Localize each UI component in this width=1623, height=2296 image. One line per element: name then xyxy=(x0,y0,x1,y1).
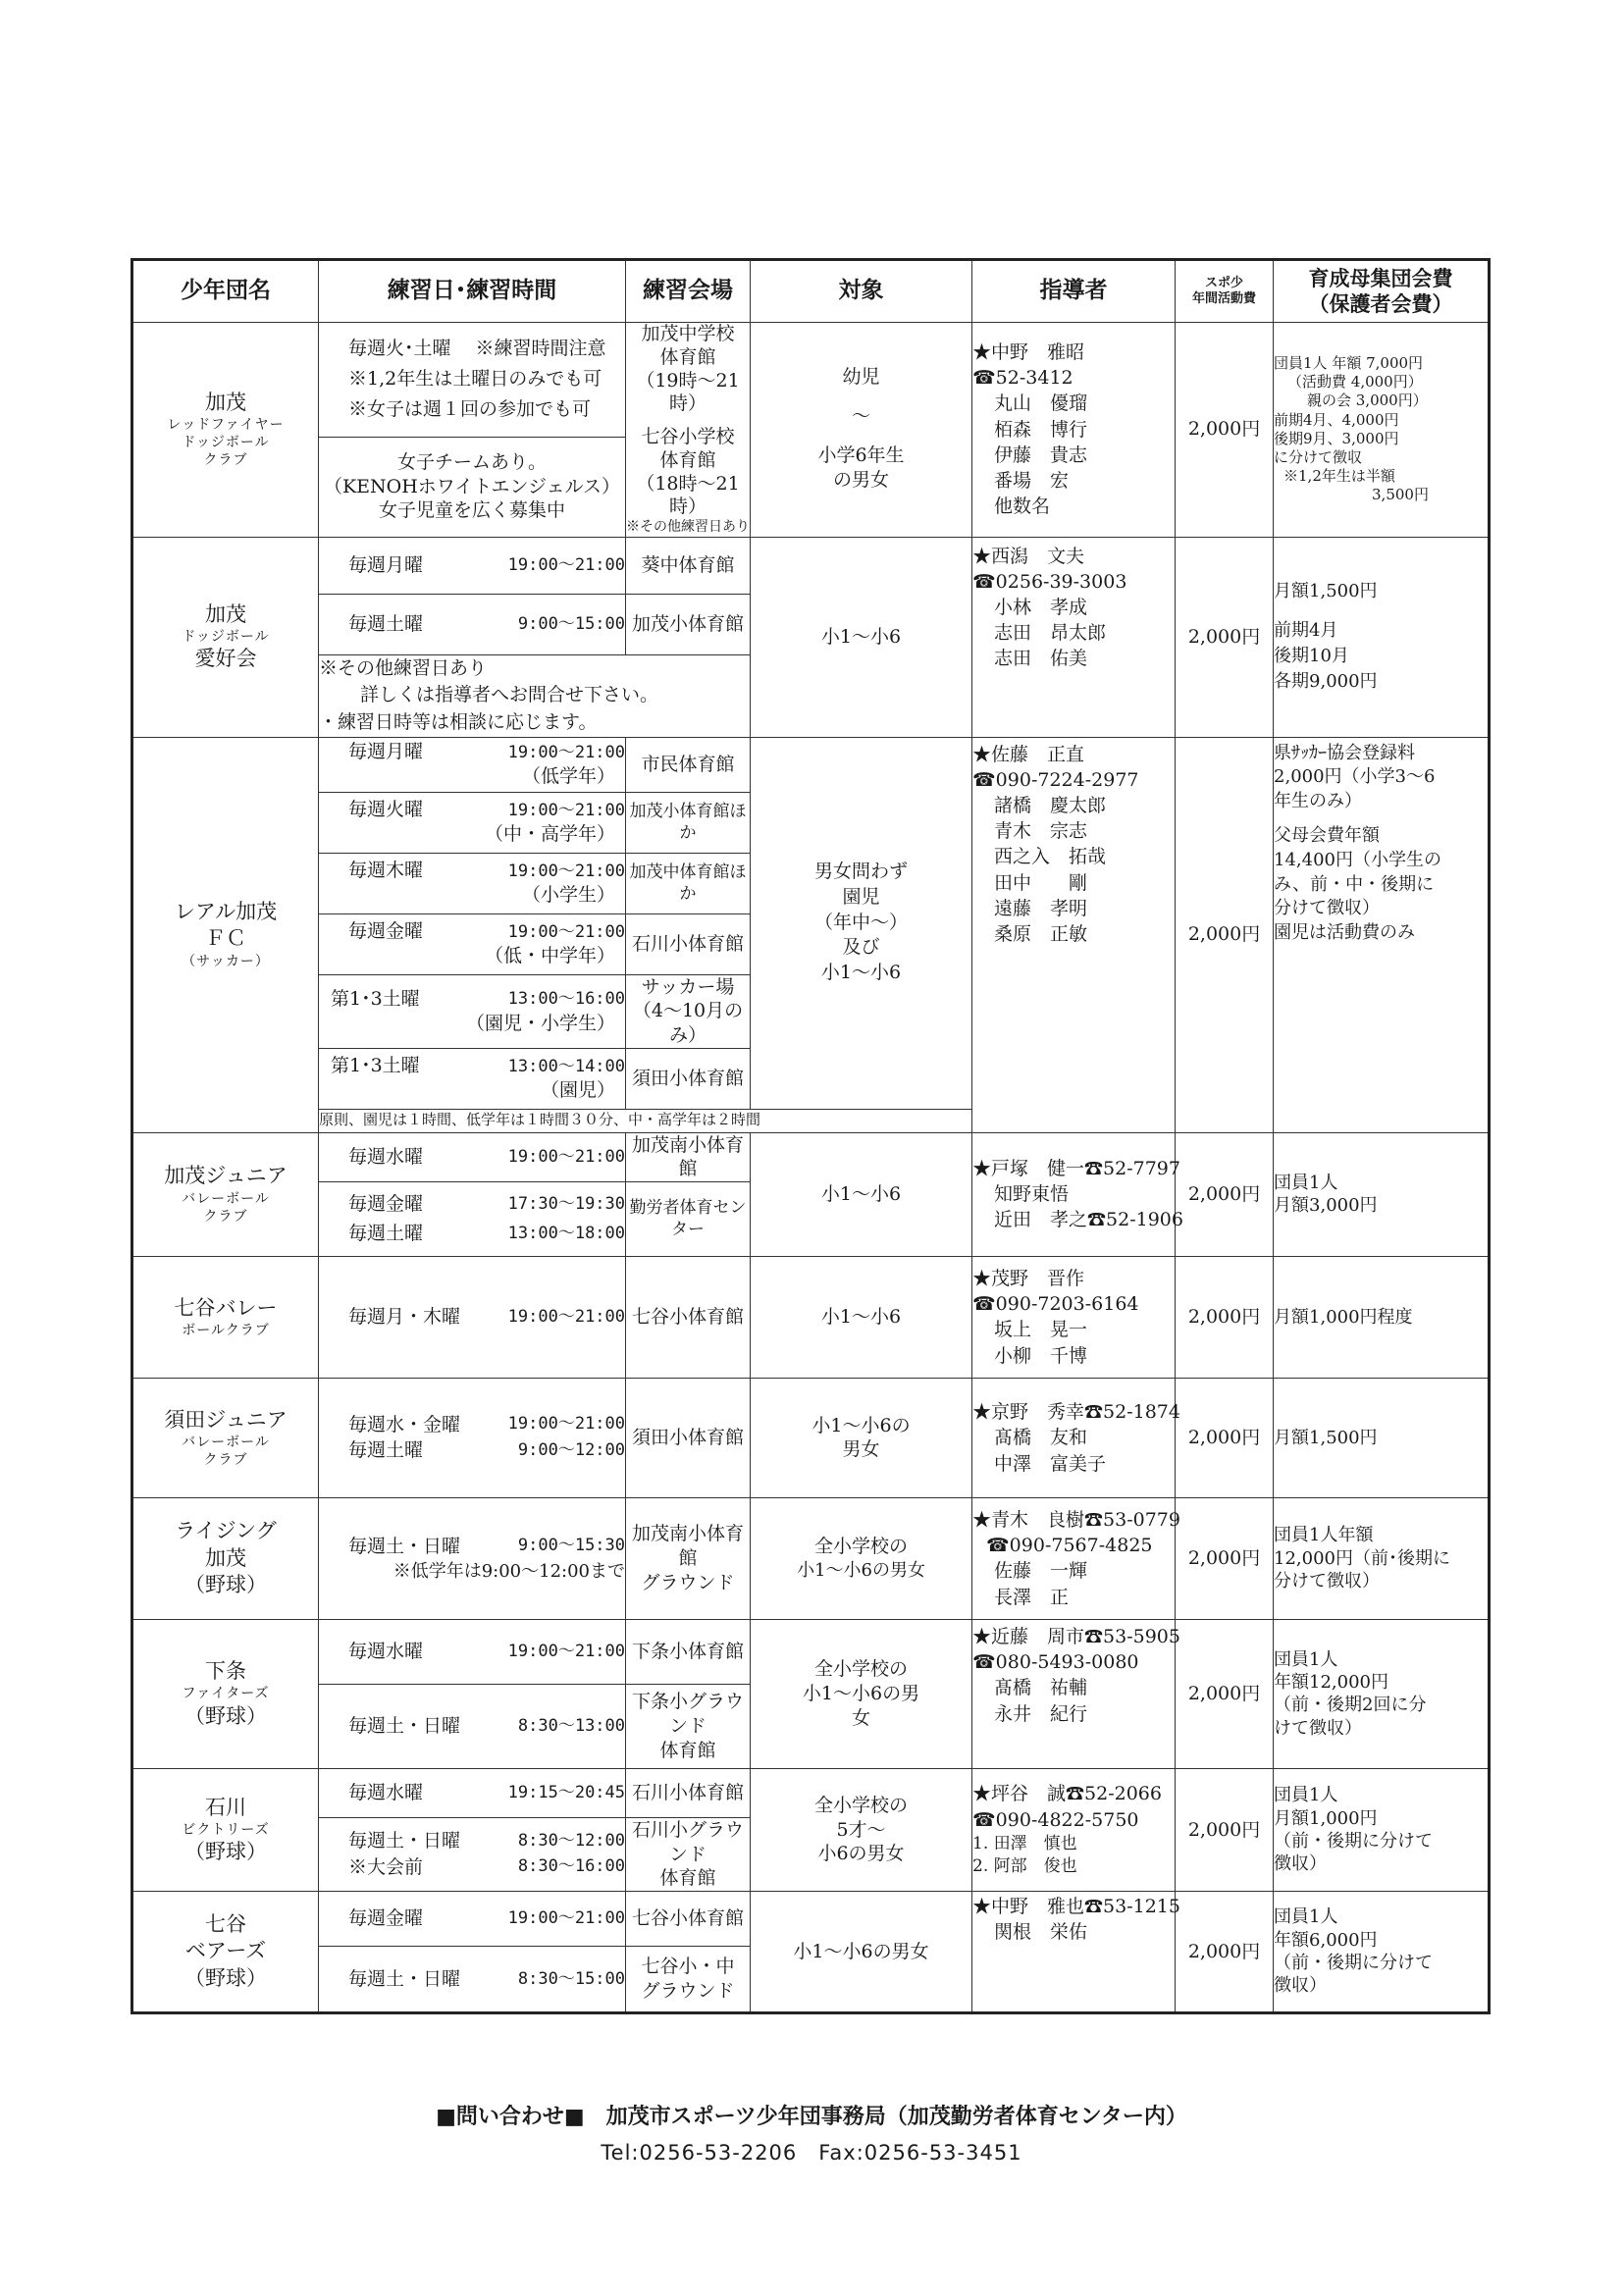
parent-fee: 県ｻｯｶｰ協会登録料 2,000円（小学3～6 年生のみ） 父母会費年額 14,400円（小学生の み、前・中・後期に 分けて徴収） 園児は活動費のみ xyxy=(1274,737,1490,1132)
schedule-row: 毎週金曜 17:30～19:30 毎週土曜 13:00～18:00 xyxy=(319,1181,626,1256)
coach: ★京野 秀幸☎52-1874 髙橋 友和 中澤 富美子 xyxy=(972,1378,1176,1497)
venue: 石川小体育館 xyxy=(626,913,751,974)
coach: ★青木 良樹☎53-0779 ☎090-7567-4825 佐藤 一輝 長澤 正 xyxy=(972,1497,1176,1619)
coach: ★中野 雅也☎53-1215 関根 栄佑 xyxy=(972,1892,1176,2013)
schedule-row: 第1･3土曜 13:00～14:00 （園児） xyxy=(319,1048,626,1109)
team-row-red-fire xyxy=(132,323,1490,438)
team-row-dodge-aikokai xyxy=(132,537,1490,594)
schedule-row: 毎週土・日曜 9:00～15:30 ※低学年は9:00～12:00まで xyxy=(319,1497,626,1619)
sports-fee: 2,000円 xyxy=(1176,1497,1274,1619)
parent-fee: 団員1人 年額6,000円 （前・後期に分けて 徴収） xyxy=(1274,1892,1490,2013)
parent-fee: 団員1人 年額12,000円 （前・後期2回に分 けて徴収） xyxy=(1274,1619,1490,1768)
schedule-row: 毎週水・金曜 19:00～21:00 毎週土曜 9:00～12:00 xyxy=(319,1378,626,1497)
sports-fee: 2,000円 xyxy=(1176,1768,1274,1891)
team-row-kamo-junior-volley xyxy=(132,1132,1490,1181)
parent-fee: 団員1人 月額3,000円 xyxy=(1274,1132,1490,1256)
parent-fee: 団員1人 年額 7,000円 （活動費 4,000円） 親の会 3,000円） 前期4月、4,000円 後期9月、3,000円 に分けて徴収 ※1,2年生は半額 3,500円 xyxy=(1274,323,1490,538)
header-coach: 指導者 xyxy=(972,260,1176,323)
team-name: ライジング 加茂 （野球） xyxy=(132,1497,319,1619)
coach: ★近藤 周市☎53-5905 ☎080-5493-0080 髙橋 祐輔 永井 紀行 xyxy=(972,1619,1176,1768)
sports-fee: 2,000円 xyxy=(1176,1378,1274,1497)
team-name: 七谷 ベアーズ （野球） xyxy=(132,1892,319,2013)
venue: 下条小グラウンド 体育館 xyxy=(626,1684,751,1768)
sports-fee: 2,000円 xyxy=(1176,537,1274,737)
venue: 石川小グラウンド 体育館 xyxy=(626,1817,751,1891)
coach: ★佐藤 正直 ☎090-7224-2977 諸橋 慶太郎 青木 宗志 西之入 拓哉 田中 剛 遠藤 孝明 桑原 正敏 xyxy=(972,737,1176,1132)
venue: 下条小体育館 xyxy=(626,1619,751,1684)
header-schedule: 練習日･練習時間 xyxy=(319,260,626,323)
venue: 七谷小・中 グラウンド xyxy=(626,1947,751,2013)
venue: 加茂中体育館ほか xyxy=(626,853,751,913)
target: 小1～小6の男女 xyxy=(751,1892,972,2013)
target: 全小学校の 小1～小6の男女 xyxy=(751,1497,972,1619)
schedule-row: 毎週水曜 19:15～20:45 xyxy=(319,1768,626,1817)
venue: 加茂小体育館ほか xyxy=(626,792,751,853)
sports-fee: 2,000円 xyxy=(1176,323,1274,538)
sports-fee: 2,000円 xyxy=(1176,1619,1274,1768)
header-name: 少年団名 xyxy=(132,260,319,323)
schedule-row: 毎週金曜 19:00～21:00 xyxy=(319,1892,626,1947)
header-target: 対象 xyxy=(751,260,972,323)
header-venue: 練習会場 xyxy=(626,260,751,323)
target: 小1～小6 xyxy=(751,1132,972,1256)
venue: 七谷小体育館 xyxy=(626,1256,751,1378)
schedule-row: 毎週土・日曜 8:30～15:00 xyxy=(319,1947,626,2013)
team-name: レアル加茂 ＦＣ （サッカー） xyxy=(132,737,319,1132)
sports-fee: 2,000円 xyxy=(1176,737,1274,1132)
venue: 加茂中学校 体育館 （19時～21時） 七谷小学校 体育館 （18時～21時） ※その他練習日あり xyxy=(626,323,751,535)
schedule-row: 毎週月曜 19:00～21:00 （低学年） xyxy=(319,737,626,792)
coach: ★西潟 文夫 ☎0256-39-3003 小林 孝成 志田 昂太郎 志田 佑美 xyxy=(972,537,1176,737)
venue: サッカー場 （4～10月のみ） xyxy=(626,974,751,1048)
team-row-rising-kamo xyxy=(132,1497,1490,1619)
team-table xyxy=(131,258,1491,2014)
venue: 加茂南小体育館 グラウンド xyxy=(626,1497,751,1619)
header-sports-fee: スポ少 年間活動費 xyxy=(1176,260,1274,323)
target: 小1～小6の 男女 xyxy=(751,1378,972,1497)
coach: ★中野 雅昭 ☎52-3412 丸山 優瑠 栢森 博行 伊藤 貴志 番場 宏 他数名 xyxy=(972,323,1176,538)
team-row-ishikawa-victories xyxy=(132,1768,1490,1817)
schedule-row: 毎週火曜 19:00～21:00 （中・高学年） xyxy=(319,792,626,853)
target: 全小学校の 小1～小6の男 女 xyxy=(751,1619,972,1768)
team-note: ※その他練習日あり 詳しくは指導者へお問合せ下さい。 ・練習日時等は相談に応じます。 xyxy=(319,654,751,737)
parent-fee: 月額1,000円程度 xyxy=(1274,1256,1490,1378)
team-name: 石川 ビクトリーズ （野球） xyxy=(132,1768,319,1891)
schedule-row: 毎週月曜 19:00～21:00 xyxy=(319,537,626,594)
team-name: 加茂ジュニア バレーボール クラブ xyxy=(132,1132,319,1256)
target: 幼児 ～ 小学6年生 の男女 xyxy=(751,323,972,538)
venue: 市民体育館 xyxy=(626,737,751,792)
schedule-row: 毎週木曜 19:00～21:00 （小学生） xyxy=(319,853,626,913)
sports-fee: 2,000円 xyxy=(1176,1132,1274,1256)
venue: 七谷小体育館 xyxy=(626,1892,751,1947)
header-row xyxy=(132,260,1490,323)
header-parent-fee: 育成母集団会費 （保護者会費） xyxy=(1274,260,1490,323)
coach: ★戸塚 健一☎52-7797 知野東悟 近田 孝之☎52-1906 xyxy=(972,1132,1176,1256)
sports-fee: 2,000円 xyxy=(1176,1892,1274,2013)
parent-fee: 月額1,500円 xyxy=(1274,1378,1490,1497)
schedule-row: 毎週土・日曜 8:30～12:00 ※大会前 8:30～16:00 xyxy=(319,1817,626,1891)
team-name: 須田ジュニア バレーボール クラブ xyxy=(132,1378,319,1497)
venue: 石川小体育館 xyxy=(626,1768,751,1817)
coach: ★茂野 晋作 ☎090-7203-6164 坂上 晃一 小柳 千博 xyxy=(972,1256,1176,1378)
venue: 加茂南小体育館 xyxy=(626,1132,751,1181)
team-name: 下条 ファイターズ （野球） xyxy=(132,1619,319,1768)
schedule-row: 毎週土・日曜 8:30～13:00 xyxy=(319,1684,626,1768)
schedule-row: 毎週水曜 19:00～21:00 xyxy=(319,1132,626,1181)
team-note: 原則、園児は１時間、低学年は１時間３０分、中・高学年は２時間 xyxy=(319,1109,972,1132)
team-row-gejo-fighters xyxy=(132,1619,1490,1684)
target: 小1～小6 xyxy=(751,1256,972,1378)
parent-fee: 月額1,500円 前期4月 後期10月 各期9,000円 xyxy=(1274,537,1490,737)
footer-contact-phone: Tel:0256-53-2206 Fax:0256-53-3451 xyxy=(601,2141,1022,2165)
venue: 勤労者体育センター xyxy=(626,1181,751,1256)
team-row-nanatani-bears xyxy=(132,1892,1490,1947)
team-name: 加茂 ドッジボール 愛好会 xyxy=(132,537,319,737)
schedule-row: 毎週金曜 19:00～21:00 （低・中学年） xyxy=(319,913,626,974)
team-note: 女子チームあり。 （KENOHホワイトエンジェルス） 女子児童を広く募集中 xyxy=(319,437,626,537)
venue: 加茂小体育館 xyxy=(626,594,751,654)
team-name: 加茂 レッドファイヤー ドッジボール クラブ xyxy=(132,323,319,538)
target: 男女問わず 園児 （年中～） 及び 小1～小6 xyxy=(751,737,972,1109)
team-row-real-kamo xyxy=(132,737,1490,792)
target: 小1～小6 xyxy=(751,537,972,737)
target: 全小学校の 5才～ 小6の男女 xyxy=(751,1768,972,1891)
venue: 葵中体育館 xyxy=(626,537,751,594)
parent-fee: 団員1人 月額1,000円 （前・後期に分けて 徴収） xyxy=(1274,1768,1490,1891)
team-row-nanatani-volley xyxy=(132,1256,1490,1378)
team-name: 七谷バレー ボールクラブ xyxy=(132,1256,319,1378)
schedule-row: 第1･3土曜 13:00～16:00 （園児・小学生） xyxy=(319,974,626,1048)
schedule: 毎週火･土曜 ※練習時間注意 ※1,2年生は土曜日のみでも可 ※女子は週１回の参加でも可 xyxy=(319,323,626,438)
footer-contact-title: ■問い合わせ■ 加茂市スポーツ少年団事務局（加茂勤労者体育センター内） xyxy=(436,2105,1187,2129)
parent-fee: 団員1人年額 12,000円（前･後期に 分けて徴収） xyxy=(1274,1497,1490,1619)
venue: 須田小体育館 xyxy=(626,1048,751,1109)
coach: ★坪谷 誠☎52-2066 ☎090-4822-5750 1. 田澤 慎也 2. 阿部 俊也 xyxy=(972,1768,1176,1891)
venue: 須田小体育館 xyxy=(626,1378,751,1497)
sports-fee: 2,000円 xyxy=(1176,1256,1274,1378)
team-row-suda-volley xyxy=(132,1378,1490,1497)
schedule-row: 毎週月・木曜 19:00～21:00 xyxy=(319,1256,626,1378)
schedule-row: 毎週土曜 9:00～15:00 xyxy=(319,594,626,654)
schedule-row: 毎週水曜 19:00～21:00 xyxy=(319,1619,626,1684)
